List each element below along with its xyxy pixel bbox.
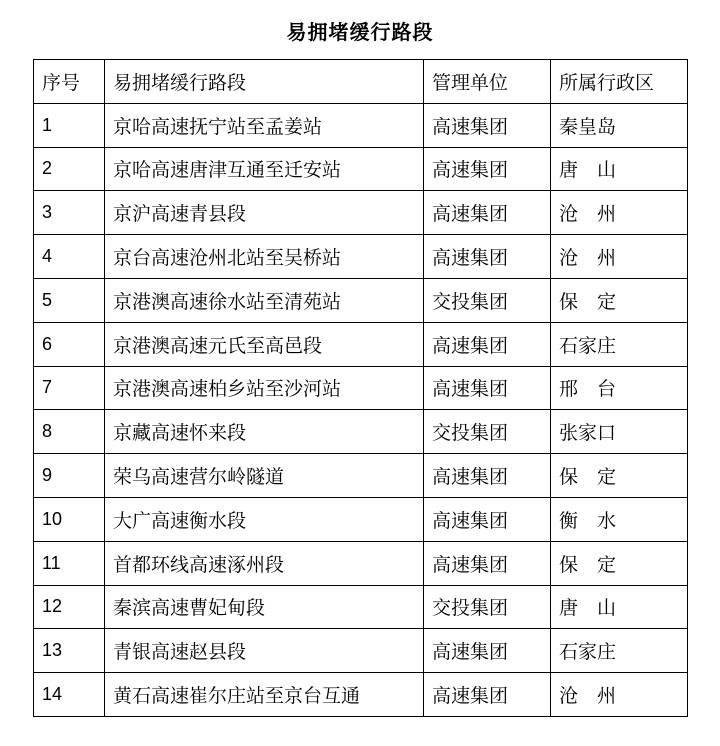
cell-region: 石家庄 <box>551 322 688 366</box>
cell-management-unit: 高速集团 <box>424 103 551 147</box>
cell-region: 沧 州 <box>551 673 688 717</box>
cell-management-unit: 高速集团 <box>424 191 551 235</box>
cell-management-unit: 交投集团 <box>424 278 551 322</box>
cell-management-unit: 高速集团 <box>424 454 551 498</box>
cell-index: 8 <box>34 410 105 454</box>
cell-region: 沧 州 <box>551 235 688 279</box>
cell-management-unit: 高速集团 <box>424 497 551 541</box>
cell-road-section: 京藏高速怀来段 <box>105 410 424 454</box>
cell-region: 唐 山 <box>551 147 688 191</box>
cell-road-section: 青银高速赵县段 <box>105 629 424 673</box>
cell-region: 张家口 <box>551 410 688 454</box>
cell-index: 3 <box>34 191 105 235</box>
cell-index: 6 <box>34 322 105 366</box>
congestion-table <box>33 59 688 717</box>
cell-management-unit: 高速集团 <box>424 366 551 410</box>
cell-road-section: 京沪高速青县段 <box>105 191 424 235</box>
cell-road-section: 京港澳高速元氏至高邑段 <box>105 322 424 366</box>
cell-index: 12 <box>34 585 105 629</box>
cell-region: 石家庄 <box>551 629 688 673</box>
page-title: 易拥堵缓行路段 <box>286 20 434 44</box>
cell-management-unit: 交投集团 <box>424 410 551 454</box>
cell-road-section: 京台高速沧州北站至吴桥站 <box>105 235 424 279</box>
cell-management-unit: 交投集团 <box>424 585 551 629</box>
table-row <box>34 191 688 235</box>
cell-road-section: 秦滨高速曹妃甸段 <box>105 585 424 629</box>
table-body <box>34 103 688 716</box>
cell-management-unit: 高速集团 <box>424 147 551 191</box>
cell-management-unit: 高速集团 <box>424 673 551 717</box>
header-road-section: 易拥堵缓行路段 <box>105 60 424 104</box>
table-row <box>34 366 688 410</box>
cell-index: 9 <box>34 454 105 498</box>
cell-road-section: 京港澳高速柏乡站至沙河站 <box>105 366 424 410</box>
table-row <box>34 278 688 322</box>
table-row <box>34 322 688 366</box>
cell-road-section: 荣乌高速营尔岭隧道 <box>105 454 424 498</box>
cell-road-section: 大广高速衡水段 <box>105 497 424 541</box>
cell-index: 13 <box>34 629 105 673</box>
cell-region: 邢 台 <box>551 366 688 410</box>
table-row <box>34 454 688 498</box>
cell-region: 衡 水 <box>551 497 688 541</box>
table-row <box>34 235 688 279</box>
cell-index: 4 <box>34 235 105 279</box>
table-row <box>34 585 688 629</box>
table-row <box>34 147 688 191</box>
cell-region: 保 定 <box>551 541 688 585</box>
cell-road-section: 京港澳高速徐水站至清苑站 <box>105 278 424 322</box>
cell-index: 10 <box>34 497 105 541</box>
cell-road-section: 黄石高速崔尔庄站至京台互通 <box>105 673 424 717</box>
table-row <box>34 673 688 717</box>
cell-management-unit: 高速集团 <box>424 541 551 585</box>
cell-management-unit: 高速集团 <box>424 322 551 366</box>
cell-road-section: 京哈高速抚宁站至孟姜站 <box>105 103 424 147</box>
cell-management-unit: 高速集团 <box>424 235 551 279</box>
header-region: 所属行政区 <box>551 60 688 104</box>
cell-index: 2 <box>34 147 105 191</box>
cell-road-section: 首都环线高速涿州段 <box>105 541 424 585</box>
header-index: 序号 <box>34 60 105 104</box>
cell-region: 保 定 <box>551 278 688 322</box>
cell-index: 14 <box>34 673 105 717</box>
cell-road-section: 京哈高速唐津互通至迁安站 <box>105 147 424 191</box>
cell-management-unit: 高速集团 <box>424 629 551 673</box>
cell-index: 7 <box>34 366 105 410</box>
cell-index: 11 <box>34 541 105 585</box>
table-header-row <box>34 60 688 104</box>
cell-region: 秦皇岛 <box>551 103 688 147</box>
cell-region: 沧 州 <box>551 191 688 235</box>
table-row <box>34 541 688 585</box>
header-management-unit: 管理单位 <box>424 60 551 104</box>
cell-index: 1 <box>34 103 105 147</box>
table-row <box>34 497 688 541</box>
cell-index: 5 <box>34 278 105 322</box>
cell-region: 保 定 <box>551 454 688 498</box>
table-row <box>34 103 688 147</box>
table-row <box>34 410 688 454</box>
cell-region: 唐 山 <box>551 585 688 629</box>
table-row <box>34 629 688 673</box>
